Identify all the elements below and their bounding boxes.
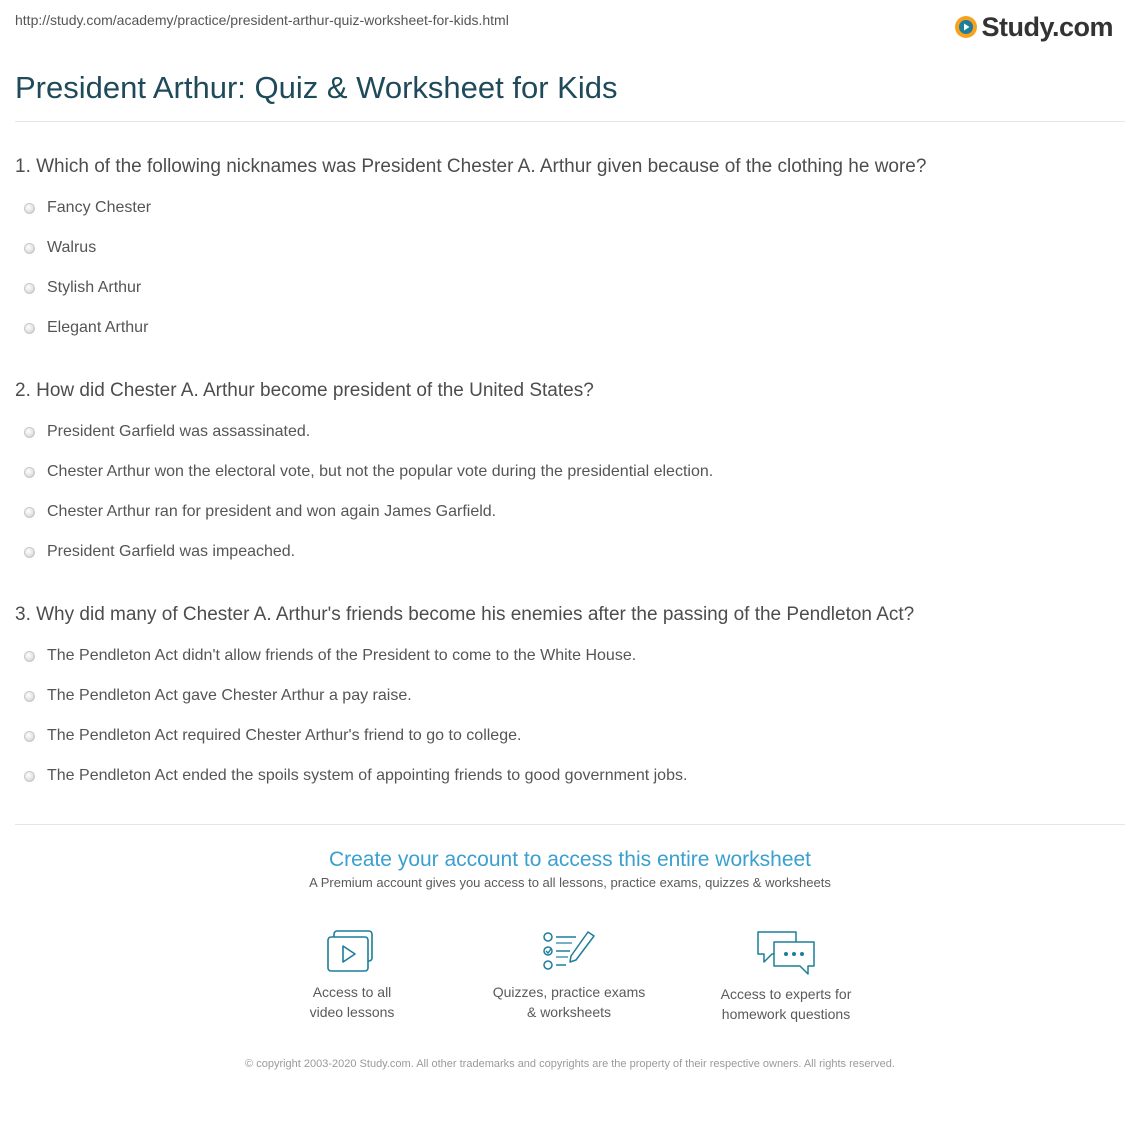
answer-option[interactable] [15,636,1125,676]
study-logo[interactable] [954,12,1113,42]
radio-button[interactable] [24,243,35,254]
answer-label: The Pendleton Act required Chester Arthur's friend to go to college. [47,727,522,744]
answer-label: Walrus [47,239,97,256]
radio-button[interactable] [24,731,35,742]
answer-label: Elegant Arthur [47,319,149,336]
radio-button[interactable] [24,203,35,214]
radio-button[interactable] [24,323,35,334]
logo-text: Study.com [981,11,1113,42]
radio-button[interactable] [24,691,35,702]
radio-button[interactable] [24,467,35,478]
question-text: 3. Why did many of Chester A. Arthur's friends become his enemies after the passing of the Pendleton Act? [15,604,915,625]
cta-section [0,845,1140,890]
answer-option[interactable] [15,532,1125,572]
copyright-footer: © copyright 2003-2020 Study.com. All other trademarks and copyrights are the property of their respective owners. All rights reserved. [245,1058,895,1070]
answer-option[interactable] [15,716,1125,756]
question-text: 2. How did Chester A. Arthur become president of the United States? [15,380,594,401]
create-account-link[interactable]: Create your account to access this entire worksheet [328,848,812,871]
feature-video-lessons [252,928,452,1022]
page-title: President Arthur: Quiz & Worksheet for Kids [15,70,618,105]
answer-label: President Garfield was assassinated. [47,423,311,440]
answer-label: Chester Arthur ran for president and won again James Garfield. [47,503,497,520]
answer-label: President Garfield was impeached. [47,543,296,560]
page-url: http://study.com/academy/practice/president-arthur-quiz-worksheet-for-kids.html [15,12,509,28]
answer-option[interactable] [15,188,1125,228]
answer-option[interactable] [15,412,1125,452]
play-logo-icon [954,15,978,39]
answer-option[interactable] [15,452,1125,492]
answer-label: The Pendleton Act gave Chester Arthur a pay raise. [47,687,412,704]
answer-option[interactable] [15,228,1125,268]
question-1 [15,154,1125,348]
answer-option[interactable] [15,756,1125,796]
feature-label-line2: & worksheets [526,1004,612,1020]
chat-bubbles-icon [754,928,818,976]
title-divider [15,121,1125,122]
top-bar [15,12,1125,42]
feature-quizzes [469,928,669,1022]
cta-divider [15,824,1125,825]
feature-experts [686,928,886,1024]
answer-option[interactable] [15,268,1125,308]
radio-button[interactable] [24,771,35,782]
radio-button[interactable] [24,427,35,438]
feature-label-line2: homework questions [721,1006,851,1022]
question-2 [15,378,1125,572]
radio-button[interactable] [24,547,35,558]
feature-label-line1: Access to all [312,984,392,1000]
cta-subtitle: A Premium account gives you access to all lessons, practice exams, quizzes & worksheets [309,875,831,890]
quiz-list-icon [540,928,598,974]
video-lesson-icon [324,928,380,974]
radio-button[interactable] [24,507,35,518]
answer-label: Stylish Arthur [47,279,142,296]
answer-label: The Pendleton Act didn't allow friends of the President to come to the White House. [47,647,637,664]
question-3 [15,602,1125,796]
feature-label-line1: Quizzes, practice exams [492,984,646,1000]
answer-option[interactable] [15,308,1125,348]
radio-button[interactable] [24,283,35,294]
answer-label: Chester Arthur won the electoral vote, but not the popular vote during the presidential election. [47,463,714,480]
question-text: 1. Which of the following nicknames was President Chester A. Arthur given because of the clothing he wore? [15,156,927,177]
radio-button[interactable] [24,651,35,662]
answer-option[interactable] [15,492,1125,532]
feature-label-line1: Access to experts for [720,986,852,1002]
answer-label: Fancy Chester [47,199,152,216]
answer-option[interactable] [15,676,1125,716]
feature-label-line2: video lessons [309,1004,395,1020]
answer-label: The Pendleton Act ended the spoils system of appointing friends to good government jobs. [47,767,688,784]
